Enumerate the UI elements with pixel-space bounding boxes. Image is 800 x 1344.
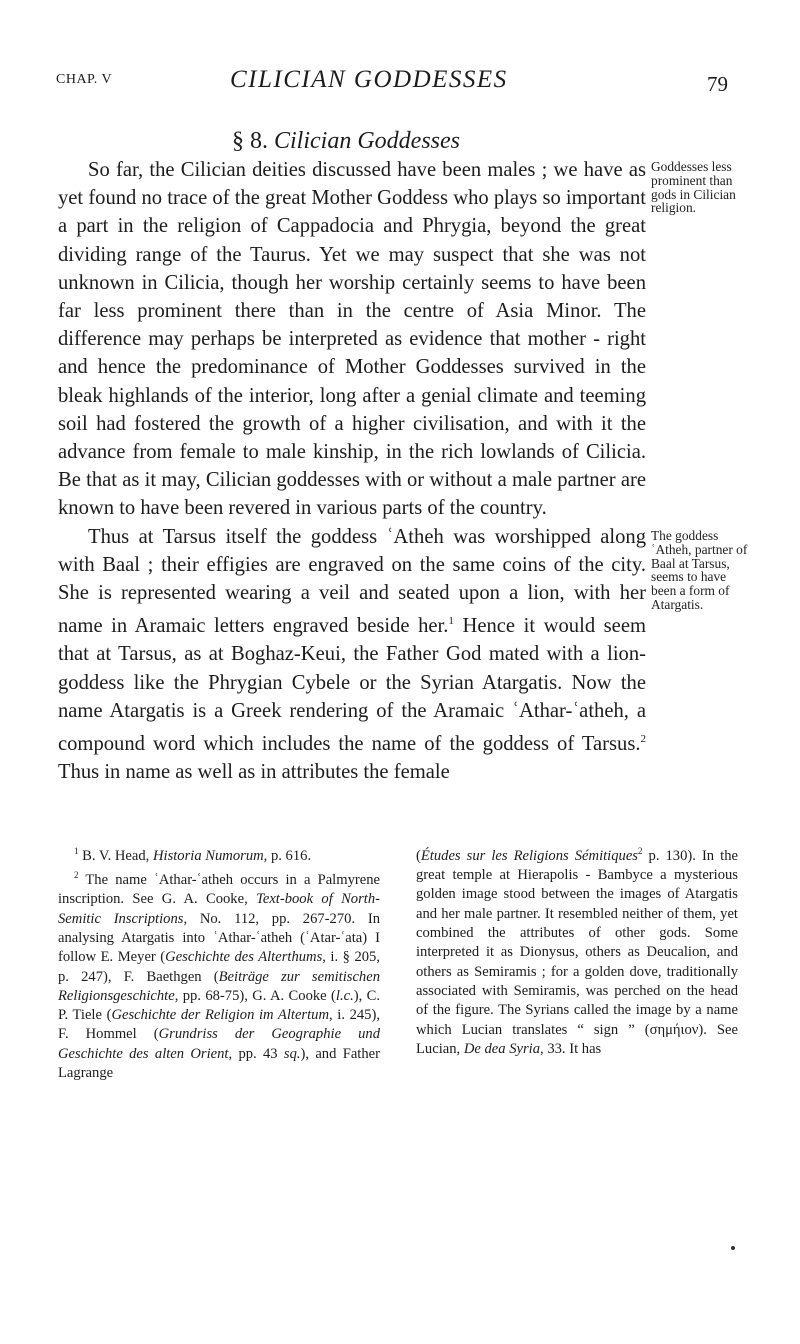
footnote-2-text: ), and Father Lagrange (58, 1045, 380, 1081)
footnote-2-title: Geschichte des Alterthums (165, 949, 323, 966)
footnote-2-title: Text-book of North-Semitic Inscriptions (58, 891, 380, 927)
paragraph-1: So far, the Cilician deities discussed have been males ; we have as yet found no trace of the great Mother Goddess who plays so important a part in the religion of Cappadocia and Phrygia, beyond the great dividing range of the Taurus. Yet we may suspect that she was not unknown in Cilicia, though her worship certainly seems to have been far less prominent there than in the centre of Asia Minor. The difference may perhaps be interpreted as evidence that mother - right and hence the predominance of Mother Goddesses survived in the bleak highlands of the interior, long after a genial climate and teeming soil had fostered the growth of a higher civilisation, and with it the advance from female to male kinship, in the rich lowlands of Cilicia. Be that as it may, Cilician goddesses with or without a male partner are known to have been revered in various parts of the country. (58, 159, 646, 520)
paragraph-2-part-c: Thus in name as well as in attributes the female (58, 760, 450, 783)
footnote-2-text: , pp. 43 (228, 1045, 284, 1062)
section-sign: § 8. (232, 128, 268, 154)
ink-speck (731, 1246, 735, 1250)
paragraph-2 (58, 523, 646, 787)
margin-note-1: Goddesses less prominent than gods in Cilician religion. (651, 159, 736, 216)
paragraph-2-part-b: Hence it would seem that at Tarsus, as at Boghaz-Keui, the Father God mated with a lion-goddess like the Phrygian Cybele or the Syrian Atargatis. Now the name Atargatis is a Greek rendering of the Aramaic ʿAthar-ʿatheh, a compound word which includes the name of the goddess of Tarsus. (58, 615, 646, 755)
footnote-2-text: , No. 112, pp. 267-270. In analysing Atargatis into ʿAthar-ʿatheh (ʿAtar-ʿata) I follow E. Meyer ( (58, 910, 380, 966)
footnote-2-title: sq. (283, 1045, 301, 1062)
footnote-2-text: , 33. It has (540, 1040, 602, 1057)
footnote-2-title: Beiträge zur semitischen Religionsgeschichte (58, 968, 380, 1004)
footnote-2-title: l.c. (335, 987, 354, 1004)
footnote-2-text: , i. § 205, p. 247), F. Baethgen ( (58, 949, 380, 985)
footnote-ref-2[interactable]: 2 (640, 732, 646, 745)
running-title: CILICIAN GODDESSES (230, 66, 508, 93)
main-text (58, 156, 646, 786)
footnote-2-title: Grundriss der Geographie und Geschichte des alten Orient (58, 1026, 380, 1062)
footnote-2-text: ( (416, 847, 421, 864)
footnote-1-title: Historia Numorum (152, 847, 264, 864)
footnote-2-text: p. 130). In the great temple at Hierapolis - Bambyce a mysterious golden image stood between the images of Atargatis and her male partner. It resembled neither of them, yet combined the attributes of other gods. Some interpreted it as Dionysus, others as Deucalion, and others as Semiramis ; for a golden dove, traditionally associated with Semiramis, was perched on the head of the figure. The Syrians called the image by a name which Lucian translates “ sign ” (σημήιον). See Lucian, (416, 847, 738, 1057)
footnote-2 (58, 866, 380, 1083)
margin-note-2: The goddess ʿAtheh, partner of Baal at Tarsus, seems to have been a form of Atargatis. (651, 528, 748, 612)
footnote-2-title: Geschichte der Religion im Altertum (111, 1007, 330, 1024)
footnote-2-text: , i. 245), F. Hommel ( (58, 1007, 380, 1043)
footnote-2-number: 2 (74, 870, 79, 881)
footnote-ref-1[interactable]: 1 (448, 615, 454, 628)
chapter-label: CHAP. V (56, 72, 113, 87)
edition-superscript: 2 (637, 846, 643, 856)
section-heading (232, 128, 460, 155)
footnote-column-left (58, 842, 380, 1083)
footnote-2-text: ), C. P. Tiele ( (58, 987, 380, 1024)
footnote-column-right (416, 842, 738, 1059)
footnote-2-title: De dea Syria (463, 1040, 541, 1057)
section-title: Cilician Goddesses (274, 128, 460, 154)
paragraph-2-part-a: Thus at Tarsus itself the goddess ʿAtheh was worshipped along with Baal ; their effigies are engraved on the same coins of the city. She is represented wearing a veil and seated upon a lion, with her name in Aramaic letters engraved beside her. (58, 525, 646, 638)
footnote-2-continued (416, 842, 738, 1059)
footnote-2-text: , pp. 68-75), G. A. Cooke ( (174, 987, 336, 1004)
footnote-1-text-end: , p. 616. (263, 847, 312, 864)
page-number: 79 (707, 72, 728, 96)
footnote-1-number: 1 (74, 846, 79, 856)
footnote-2-title: Études sur les Religions Sémitiques (420, 847, 638, 864)
footnote-2-text: The name ʿAthar-ʿatheh occurs in a Palmyrene inscription. See G. A. Cooke, (58, 872, 380, 908)
footnote-1 (58, 842, 380, 866)
footnote-1-text: B. V. Head, (78, 847, 153, 864)
